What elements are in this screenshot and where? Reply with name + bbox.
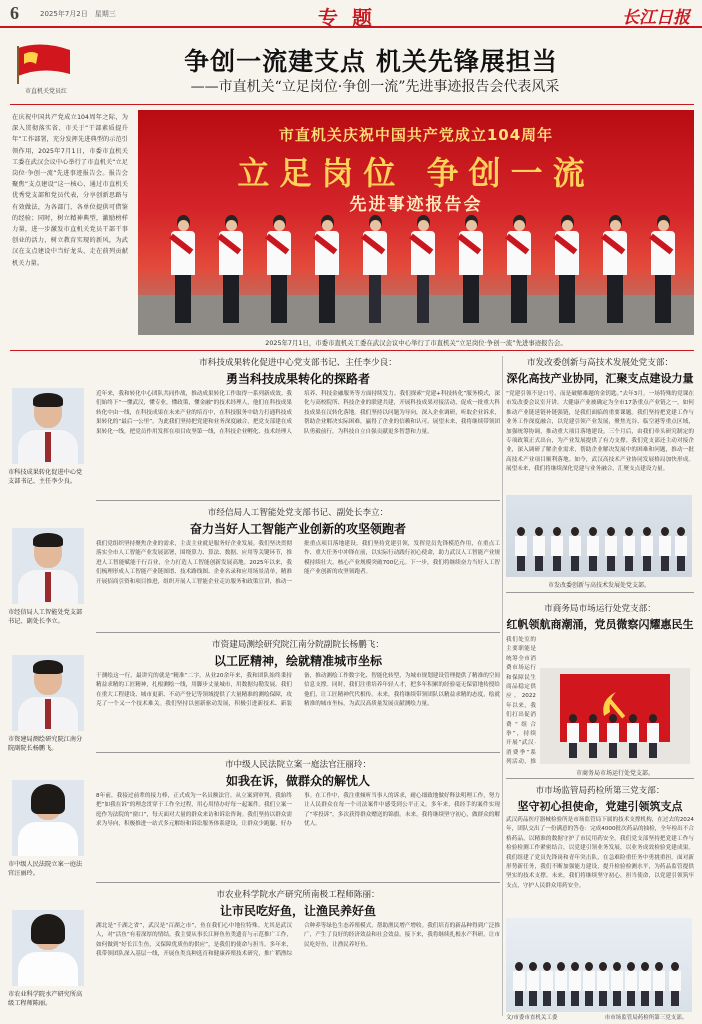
article-headline: 让市民吃好鱼，让渔民养好鱼: [219, 904, 376, 918]
portrait-photo: [12, 528, 84, 604]
article-divider: [506, 592, 694, 593]
portrait-caption: 市农业科学院水产研究所高级工程师陈丽。: [8, 991, 83, 1007]
section-title: 专题: [318, 6, 386, 30]
hero-banner-line2: 立足岗位 争创一流: [237, 154, 595, 192]
article-headline: 红帆领航商潮涌，党员微察闪耀惠民生: [506, 618, 694, 631]
portrait-photo: [12, 655, 84, 731]
team-photo: [506, 918, 692, 1012]
article-body: 湖北是“千湖之省”，武汉是“百湖之市”，鱼在我们心中地位特殊。尤其是武汉人，对“活鱼”有着深厚的情结。我主要从事长江鲜鱼鱼类遗育与示范推广工作，如何做到“好长江生鱼，又保障优质鱼的供应”，是我们的使命与担当。多年来，我带领团队深入基层一线，开展鱼类良种选育和健康养殖技术研究，推广稻渔综合种养等绿色生态养殖模式，帮助渔民增产增收。我们培育的新品种得到广泛推广，产生了良好的经济效益和社会效益。接下来，我将继续扎根水产科研，让市民吃好鱼，让渔民养好鱼。: [96, 923, 500, 958]
article-headline: 深化高技产业协同，汇聚支点建设力量: [506, 372, 694, 385]
hero-person: [600, 215, 630, 323]
article-kicker: 市发改委创新与高技术发展处党支部：: [526, 358, 674, 368]
hero-person: [456, 215, 486, 323]
photo-caption: 市发改委创新与高技术发展处党支部。: [547, 582, 650, 589]
hero-person: [408, 215, 438, 323]
hero-person: [504, 215, 534, 323]
portrait-caption: 市资建局测绘研究院江南分院副院长杨鹏飞。: [8, 736, 83, 752]
paper-name: 长江日报: [622, 8, 690, 28]
article-headline: 勇当科技成果转化的探路者: [225, 372, 370, 386]
credit-line: 文/市委市直机关工委: [506, 1015, 558, 1021]
article-kicker: 市经信局人工智能处党支部书记、副处长李立：: [207, 508, 389, 518]
hero-person: [312, 215, 342, 323]
article-body: 武汉药品医疗器械检验所是市场监管局下属的技术支撑机构，在过去的2024年，团队交出了一份满意的答卷：完成4000批次药品的抽检，全年检出不合格药品，以精准的数据守护了市民用药安全。我们党支部坚持把党建工作与检验检测工作紧密结合，以党建引领业务发展，以业务成效检验党建成果。我们组建了党员先锋岗和青年突击队，在急难险重任务中勇挑重担。面对新形势新任务，我们不断加强能力建设，提升检验检测水平，为药品监管提供坚实的技术支撑。未来，我们将继续坚守初心，担当使命，以党建引领筑牢支点，守护人民群众用药安全。: [506, 817, 694, 889]
page-subtitle: ——市直机关“立足岗位·争创一流”先进事迹报告会代表风采: [190, 79, 560, 95]
hero-banner-line3: 先进事迹报告会: [349, 195, 483, 215]
article-divider: [96, 752, 500, 753]
article-divider: [96, 882, 500, 883]
article-body: “党建引领不是口号，而是破解难题的金钥匙。”去年3月，一场特殊的党课在市发改委会议室开讲。大健康产业被确定为全市17条重点产业链之一，如何推动产业链延链补链强链，是我们面临的重要课题。我们坚持把党建工作与业务工作深度融合，以党建引领产业发展，聚焦光谷、临空港等重点区域，加强统筹协调，推动重大项目落地建设。三个月后，由我们牵头研究制定的专项政策正式出台，为产业发展提供了有力支撑。我们党支部还主动对接企业，深入调研了解企业需求，帮助企业解决发展中的困难和问题，推动一批高技术产业项目顺利落地。如今，武汉高技术产业协同发展格局加快形成。展望未来，我们将继续深化党建与业务融合，汇聚支点建设力量。: [506, 391, 694, 473]
page-number: 6: [10, 3, 19, 23]
article-kicker: 市市场监管局药检所第三党支部：: [535, 786, 665, 796]
article-divider: [96, 632, 500, 633]
hero-banner-line1: 市直机关庆祝中国共产党成立104周年: [278, 126, 554, 144]
hero-person: [264, 215, 294, 323]
article-body: 干测绘这一行，最讲究的就是“精准”二字。从业20余年来，我和团队始终秉持精益求精的工匠精神，扎根测绘一线，用脚步丈量城市，用数据勾勒发展。我们在重大工程建设、城市更新、不动产登记等领域提供了大量精准的测绘保障，攻克了一个又一个技术难关。我们坚持以创新驱动发展，积极引进新技术、新装备，推动测绘工作数字化、智能化转型，为城市规划建设管理提供了精准的空间信息支撑。同时，我们注重培养年轻人才，把多年积累的经验毫无保留地传授给他们，让工匠精神代代相传。未来，我将继续带领团队以精益求精的态度，绘就精准的城市坐标，为武汉高质量发展贡献测绘力量。: [96, 673, 500, 708]
hero-photo: [138, 110, 694, 335]
hero-person: [168, 215, 198, 323]
article-body: 近年来，我和转化中心团队共同作战，推动成果转化工作取得一系列新成效。我们始终下“一懂武汉，懂专业，懂政策，懂金融”的技术经理人，他们在科技成果转化中由一线，在科技成果在未来产业的培育中，在科技服务中助力打通科技成果转化的“最后一公里”。为此我们坚持把党建和业务深度融合，把党支部建在成果转化一线，把党员作用发挥在项目攻坚第一线，在科技企业孵化、技术经理人培养、科技金融服务等方面持续发力。我们探索“党建+科技转化”服务模式，深化与高校院所、科技企业的联建共建，开展科技成果对接活动，促成一批重大科技成果在汉转化落地。我们坚持以问题为导向，深入企业调研，听取企业诉求，帮助企业解决实际困难，赢得了企业的信赖和认可。展望未来，我将继续带领团队勇毅前行，为科技自立自强贡献更多智慧和力量。: [96, 391, 500, 435]
hero-person: [216, 215, 246, 323]
party-flag-photo: [540, 668, 690, 764]
title-divider: [10, 104, 694, 105]
hero-person: [648, 215, 678, 323]
article-body: 我们党组织坚持聚焦企业的需求，主责主业就是服务好企业发展。我们坚决贯彻落实全市人工智能产业发展部署，围绕算力、算法、数据、应用等关键环节，推进人工智能赋能千行百业，全力打造人工智能创新发展高地。2025年以来，我们梳理形成人工智能产业链图谱、技术路线图、企业名录和应用场景清单，精准开展招商引资和项目推进，组织开展人工智能企业走访服务和政策宣讲，推动一批重点项目落地建设。我们坚持党建引领，发挥党员先锋模范作用，在重点工作、重大任务中冲锋在前，以实际行动践行初心使命，助力武汉人工智能产业规模持续壮大，核心产业规模突破700亿元。下一步，我们将继续奋力当好人工智能产业创新的攻坚领跑者。: [96, 541, 500, 585]
article-headline: 奋力当好人工智能产业创新的攻坚领跑者: [189, 522, 406, 536]
article-body: 8年前，我接过前辈的接力棒，正式成为一名员额法官。从立案到审判，我始终把“如我在诉”的理念贯穿于工作全过程，用心用情办好每一起案件。我们立案一庭作为法院的“窗口”，每天面对大量的群众来访和诉讼咨询。我们坚持以群众需求为导向，积极推进一站式多元解纷和诉讼服务体系建设，让群众少跑腿、好办事。在工作中，我注重倾听当事人的诉求，耐心细致地做好释法明理工作，努力让人民群众在每一个司法案件中感受到公平正义。多年来，我经手的案件实现了“零投诉”，多次获得群众赠送的锦旗。未来，我将继续坚守初心，做群众的解忧人。: [96, 793, 500, 828]
intro-text: 在庆祝中国共产党成立104周年之际，为深入贯彻落实省、市关于“干部素质提升年”工作部署，充分发挥先进典型的示范引领作用，2025年7月1日，市委市直机关工委在武汉会议中心举行了市直机关“立足岗位·争创一流”先进事迹报告会。报告会聚焦“支点建设”这一核心，通过市直机关优秀党支部和党员代表，分享创新思路与有效做法，为各部门、各单位提供可借鉴的经验；同时，树立精神典型，激励榜样力量，进一步激发市直机关党员干部干事创业的活力，树立教育实现的新风，为武汉在支点建设中当好龙头、走在前列贡献机关力量。: [12, 114, 128, 267]
portrait-caption: 市经信局人工智能处党支部书记、副处长李立。: [8, 609, 83, 625]
column-divider: [502, 356, 503, 1016]
article-divider: [96, 500, 500, 501]
article-kicker: 市农业科学院水产研究所南极工程师陈丽：: [216, 890, 380, 900]
team-photo: [506, 495, 692, 577]
article-headline: 以工匠精神，绘就精准城市坐标: [213, 654, 382, 668]
article-headline: 如我在诉，做群众的解忧人: [225, 774, 370, 788]
portrait-caption: 市科技成果转化促进中心党支部书记、主任李少良。: [8, 469, 83, 485]
portrait-photo: [12, 910, 84, 986]
article-kicker: 市资建局测绘研究院江南分院副院长杨鹏飞：: [212, 640, 384, 650]
hero-person: [552, 215, 582, 323]
section-divider: [10, 350, 694, 351]
article-kicker: 市科技成果转化促进中心党支部书记、主任李少良：: [199, 358, 397, 368]
page-title: 争创一流建支点 机关先锋展担当: [184, 47, 558, 76]
article-body: 我们处室的主要职能是统筹全市消费市场运行和保障民生商品稳定供应。2022年以来，我们打出促消费“组合拳”，持续开展“武汉·消费季”系列活动，推: [506, 637, 536, 766]
article-kicker: 市商务局市场运行处党支部：: [544, 604, 656, 614]
article-headline: 坚守初心担使命，党建引领筑支点: [517, 800, 683, 813]
emblem-caption: 市直机关党员红: [24, 88, 67, 95]
photo-caption: 市市场监管局药检所第三党支部。: [604, 1015, 688, 1021]
portrait-caption: 市中级人民法院立案一庭法官汪丽玲。: [8, 861, 83, 877]
article-divider: [506, 778, 694, 779]
hero-caption: 2025年7月1日，市委市直机关工委在武汉会议中心举行了市直机关“立足岗位·争创一流”先进事迹报告会。: [265, 339, 567, 347]
hero-person: [360, 215, 390, 323]
date-line: 2025年7月2日 星期三: [40, 10, 116, 18]
masthead: [0, 0, 702, 28]
portrait-photo: [12, 388, 84, 464]
photo-caption: 市商务局市场运行处党支部。: [575, 770, 654, 777]
portrait-photo: [12, 780, 84, 856]
article-kicker: 市中级人民法院立案一庭法官汪丽玲：: [224, 760, 372, 770]
